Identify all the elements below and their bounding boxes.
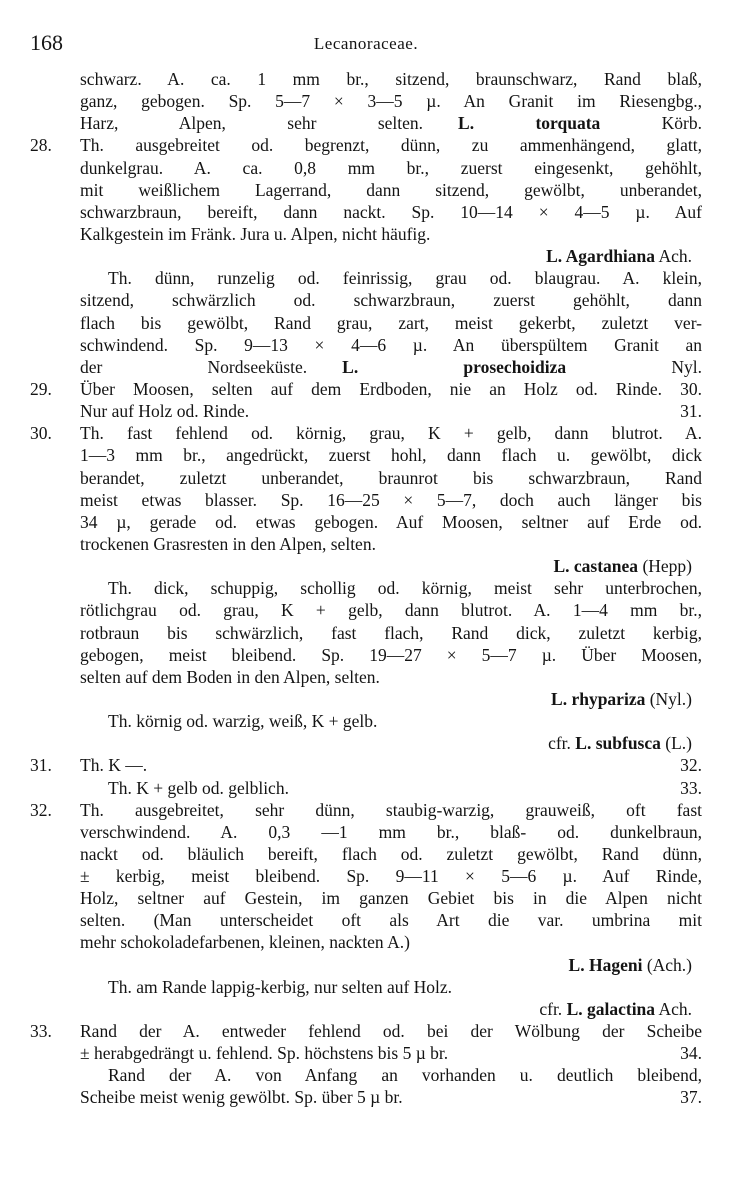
text-line [30,555,702,577]
author-citation: (L.) [660,733,692,754]
line-body: berandet, zuletzt unberandet, braunrot bis schwarzbraun, Rand [80,467,702,488]
text-line [30,134,702,156]
author-citation: Körb. [600,113,702,134]
line-body: 1—3 mm br., angedrückt, zuerst hohl, dann flach u. gewölbt, dick [80,445,702,466]
text-line [30,489,702,511]
line-text [108,710,702,732]
line-body: verschwindend. A. 0,3 —1 mm br., blaß- od. dunkelbraun, [80,821,702,842]
line-text [80,843,702,865]
text-line [30,312,702,334]
line-body: mit weißlichem Lagerrand, dann sitzend, gewölbt, unberandet, [80,179,702,200]
line-body: Th. am Rande lappig-kerbig, nur selten auf Holz. [108,976,453,997]
line-text [108,1064,702,1086]
line-text [80,489,702,511]
text-line [30,112,702,134]
species-name: L. subfusca [575,733,661,754]
couplet-reference: 30. [680,378,702,399]
text-line [30,732,702,754]
text-line [30,931,702,953]
couplet-number: 31. [30,755,52,776]
line-text [80,112,702,134]
text-line [30,356,702,378]
line-body: gebogen, meist bleibend. Sp. 19—27 × 5—7 µ. Über Moosen, [80,644,702,665]
couplet-number: 29. [30,378,52,399]
text-line [30,245,702,267]
text-line [30,422,702,444]
line-text [80,334,702,356]
line-text [80,289,702,311]
line-body: mehr schokoladefarbenen, kleinen, nackten A.) [80,932,410,953]
line-text [80,157,702,179]
line-body: Rand der A. entweder fehlend od. bei der Wölbung der Scheibe [80,1021,702,1042]
identification-key [30,68,702,1109]
author-citation: (Nyl.) [645,688,692,709]
line-text [80,799,702,821]
text-line [30,688,702,710]
text-line [30,777,702,799]
line-text [80,533,702,555]
line-text [80,821,702,843]
line-body: Rand der A. von Anfang an vorhanden u. deutlich bleibend, [108,1065,702,1086]
line-body: 34 µ, gerade od. etwas gebogen. Auf Moosen, seltner auf Erde od. [80,511,702,532]
line-text [80,754,662,776]
text-line [30,90,702,112]
line-body: flach bis gewölbt, Rand grau, zart, meist gekerbt, zuletzt ver- [80,312,702,333]
line-body: rötlichgrau od. grau, K + gelb, dann blutrot. A. 1—4 mm br., [80,600,702,621]
line-body: rotbraun bis schwärzlich, fast flach, Rand dick, zuletzt kerbig, [80,622,702,643]
author-citation: Ach. [655,998,692,1019]
text-line [30,1064,702,1086]
line-text [80,511,702,533]
text-line [30,68,702,90]
text-line [30,843,702,865]
line-text [80,134,702,156]
text-line [30,467,702,489]
author-citation: Nyl. [566,356,702,377]
text-line [30,821,702,843]
line-text [80,68,702,90]
text-line [30,577,702,599]
couplet-number: 30. [30,423,52,444]
couplet-reference: 34. [680,1043,702,1064]
text-line [30,599,702,621]
text-line [30,289,702,311]
line-body: selten auf dem Boden in den Alpen, selten. [80,666,380,687]
text-line [30,909,702,931]
line-text [108,267,702,289]
line-body: dunkelgrau. A. ca. 0,8 mm br., zuerst eingesenkt, gehöhlt, [80,157,702,178]
line-text [80,1086,662,1108]
line-text [80,931,702,953]
text-line [30,444,702,466]
line-text [553,555,692,577]
species-name: L. prosechoidiza [342,356,567,377]
text-line [30,400,702,422]
line-body: der Nordseeküste. [80,356,308,377]
line-body: trockenen Grasresten in den Alpen, selten. [80,533,376,554]
text-line [30,1042,702,1064]
line-text [80,90,702,112]
line-text [80,223,702,245]
text-line [30,998,702,1020]
species-name: L. castanea [553,556,639,577]
line-text [80,179,702,201]
line-text [539,998,692,1020]
line-body: Harz, Alpen, sehr selten. [80,113,424,134]
line-text [80,467,702,489]
text-line [30,533,702,555]
couplet-reference: 33. [680,777,702,798]
couplet-reference: 37. [680,1087,702,1108]
page-number: 168 [30,30,63,55]
line-text [108,777,662,799]
text-line [30,622,702,644]
line-body: ± kerbig, meist bleibend. Sp. 9—11 × 5—6 µ. Auf Rinde, [80,866,702,887]
line-text [80,1042,662,1064]
line-text [80,312,702,334]
text-line [30,799,702,821]
line-body: Th. dick, schuppig, schollig od. körnig, meist sehr unterbrochen, [108,578,702,599]
text-line [30,157,702,179]
line-body: schwarz. A. ca. 1 mm br., sitzend, braunschwarz, Rand blaß, [80,69,702,89]
couplet-number: 28. [30,135,52,156]
line-text [80,444,702,466]
running-title: Lecanoraceae. [313,34,419,53]
text-line [30,223,702,245]
species-name: L. rhypariza [551,688,646,709]
author-citation: Ach. [655,246,692,267]
species-name: L. Agardhiana [546,246,656,267]
line-body: schwarzbraun, bereift, dann nackt. Sp. 10—14 × 4—5 µ. Auf [80,201,702,222]
text-line [30,267,702,289]
text-line [30,754,702,776]
text-line [30,511,702,533]
line-body: ganz, gebogen. Sp. 5—7 × 3—5 µ. An Granit im Riesengbg., [80,91,702,112]
text-line [30,954,702,976]
line-text [80,887,702,909]
line-body: Th. K —. [80,755,148,776]
line-text [80,865,702,887]
line-text [551,688,692,710]
line-body: sitzend, schwärzlich od. schwarzbraun, zuerst gehöhlt, dann [80,290,702,311]
author-citation: (Ach.) [642,954,692,975]
couplet-number: 33. [30,1021,52,1042]
line-text [80,378,662,400]
line-body: Th. dünn, runzelig od. feinrissig, grau od. blaugrau. A. klein, [108,268,702,289]
line-text [569,954,692,976]
text-line [30,334,702,356]
line-body: Über Moosen, selten auf dem Erdboden, nie an Holz od. Rinde. [80,378,662,399]
text-line [30,644,702,666]
text-line [30,378,702,400]
line-text [80,644,702,666]
line-body: Scheibe meist wenig gewölbt. Sp. über 5 µ br. [80,1087,403,1108]
line-text [80,422,702,444]
line-body: Nur auf Holz od. Rinde. [80,401,250,422]
text-line [30,865,702,887]
line-body: schwindend. Sp. 9—13 × 4—6 µ. An überspültem Granit an [80,334,702,355]
line-body: selten. (Man unterscheidet oft als Art die var. umbrina mit [80,910,702,931]
text-line [30,710,702,732]
text-line [30,1086,702,1108]
line-text [80,400,662,422]
line-body: meist etwas blasser. Sp. 16—25 × 5—7, doch auch länger bis [80,489,702,510]
line-text [80,909,702,931]
species-name: L. Hageni [568,954,643,975]
page-header [30,30,702,60]
text-line [30,887,702,909]
couplet-number: 32. [30,799,52,820]
line-text [80,666,702,688]
text-line [30,666,702,688]
text-line [30,179,702,201]
line-body: Kalkgestein im Fränk. Jura u. Alpen, nicht häufig. [80,223,431,244]
line-body: nackt od. bläulich bereift, flach od. zuletzt gewölbt, Rand dünn, [80,843,702,864]
line-text [548,732,692,754]
couplet-reference: 32. [680,755,702,776]
text-line [30,201,702,223]
line-body: Holz, seltner auf Gestein, im ganzen Gebiet bis in die Alpen nicht [80,888,702,909]
author-citation: (Hepp) [638,556,692,577]
line-body: Th. K + gelb od. gelblich. [108,777,289,798]
species-name: L. torquata [458,113,601,134]
couplet-reference: 31. [680,401,702,422]
line-text [80,356,702,378]
text-line [30,1020,702,1042]
line-text [80,599,702,621]
line-text [108,976,702,998]
line-body: cfr. [548,733,576,754]
text-line [30,976,702,998]
line-body: cfr. [539,998,567,1019]
line-text [80,622,702,644]
line-body: Th. ausgebreitet, sehr dünn, staubig-warzig, grauweiß, oft fast [80,799,702,820]
line-body: ± herabgedrängt u. fehlend. Sp. höchstens bis 5 µ br. [80,1043,449,1064]
line-text [546,245,692,267]
line-body: Th. fast fehlend od. körnig, grau, K + gelb, dann blutrot. A. [80,423,702,444]
line-text [80,201,702,223]
line-text [108,577,702,599]
line-text [80,1020,702,1042]
line-body: Th. ausgebreitet od. begrenzt, dünn, zu ammenhängend, glatt, [80,135,702,156]
species-name: L. galactina [566,998,656,1019]
line-body: Th. körnig od. warzig, weiß, K + gelb. [108,711,378,732]
